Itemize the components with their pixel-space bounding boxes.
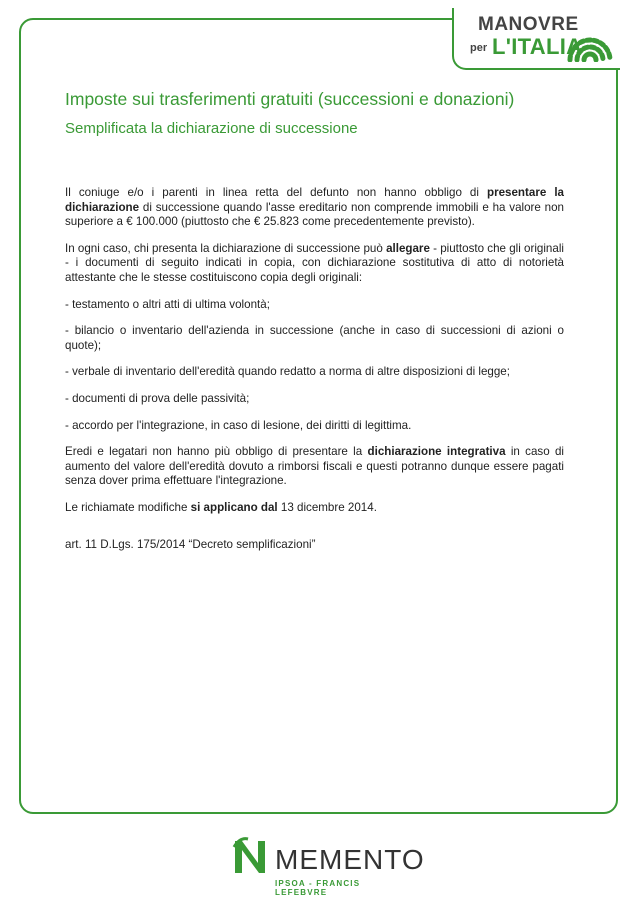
paragraph-2 [65, 242, 564, 286]
logo-word-italia: L'ITALIA [492, 34, 583, 59]
document-title: Imposte sui trasferimenti gratuiti (successioni e donazioni) [65, 89, 515, 109]
logo-word-manovre: MANOVRE [478, 14, 579, 35]
p2-text-a: In ogni caso, chi presenta la dichiarazione di successione può [65, 241, 387, 255]
p3-bold: dichiarazione integrativa [367, 445, 506, 459]
p2-text-c: - piuttosto che gli originali - i documenti di seguito indicati in copia, con dichiarazione sostitutiva di atto di notorietà attestante che le stesse costituiscono copia degli originali: [65, 241, 564, 284]
p2-bold: allegare [386, 241, 430, 255]
list-item-2: - bilancio o inventario dell'azienda in successione (anche in caso di successioni di azioni o quote); [65, 324, 564, 352]
list-item-3: - verbale di inventario dell'eredità quando redatto a norma di altre disposizioni di legge; [65, 365, 510, 379]
legal-source: art. 11 D.Lgs. 175/2014 “Decreto semplificazioni” [65, 537, 316, 551]
list-item-4: - documenti di prova delle passività; [65, 391, 250, 405]
document-body [65, 186, 564, 564]
p4-text-a: Le richiamate modifiche [65, 500, 191, 514]
list-item-1: - testamento o altri atti di ultima volontà; [65, 297, 270, 311]
logo-brand-text: MEMENTO [275, 844, 425, 875]
logo-tagline: IPSOA - FRANCIS LEFEBVRE [275, 879, 361, 897]
p1-text-c: di successione quando l'asse ereditario non comprende immobili e ha valore non superiore a € 100.000 (piuttosto che € 25.823 come precedentemente previsto). [65, 200, 564, 229]
list-item-5: - accordo per l'integrazione, in caso di lesione, dei diritti di legittima. [65, 418, 412, 432]
paragraph-1 [65, 186, 564, 230]
p3-text-c: in caso di aumento del valore dell'eredità dovuto a rimborsi fiscali e questi potranno dunque essere pagati senza dover prima effettuare l'integrazione. [65, 445, 564, 488]
p1-bold: presentare la dichiarazione [65, 186, 564, 214]
manovre-logo [470, 14, 620, 66]
memento-n-icon [232, 835, 272, 877]
document-subtitle: Semplificata la dichiarazione di successione [65, 120, 358, 137]
paragraph-3 [65, 445, 564, 489]
logo-word-per: per [470, 42, 488, 54]
p4-bold: si applicano dal [190, 500, 278, 514]
p3-text-a: Eredi e legatari non hanno più obbligo di presentare la [65, 445, 368, 459]
p1-text-a: Il coniuge e/o i parenti in linea retta del defunto non hanno obbligo di [65, 186, 487, 199]
paragraph-4 [65, 501, 564, 516]
p4-text-c: 13 dicembre 2014. [277, 500, 377, 514]
memento-logo [232, 835, 425, 897]
parliament-arc-icon [562, 20, 618, 62]
